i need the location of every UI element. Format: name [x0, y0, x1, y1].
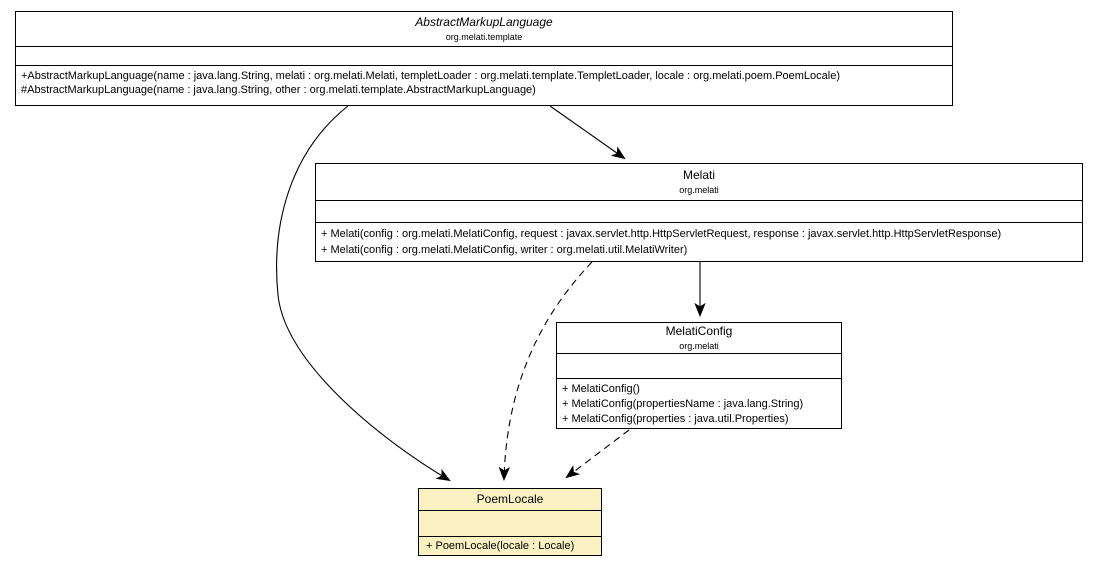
- fields-compartment: [16, 47, 952, 66]
- method-signature: + PoemLocale(locale : Locale): [426, 540, 575, 552]
- fields-compartment: [316, 201, 1082, 223]
- class-title-compartment: [316, 164, 1082, 201]
- arrow-abstractmarkuplanguage-to-melati: [550, 106, 624, 158]
- fields-compartment: [557, 354, 841, 379]
- methods-compartment: [316, 223, 1082, 261]
- class-box-abstractmarkuplanguage: [15, 11, 953, 106]
- class-name: MelatiConfig: [665, 323, 733, 338]
- method-signature: + MelatiConfig(propertiesName : java.lang.String): [562, 398, 804, 410]
- fields-compartment: [419, 511, 601, 537]
- class-title-compartment: [557, 323, 841, 354]
- arrow-melaticonfig-to-poemlocale-dependency: [567, 430, 629, 477]
- class-package: org.melati: [679, 184, 719, 195]
- class-package: org.melati.template: [445, 31, 523, 42]
- class-title-compartment: [419, 489, 601, 511]
- class-name: Melati: [682, 167, 715, 182]
- method-signature: + Melati(config : org.melati.MelatiConfig, request : javax.servlet.http.HttpServletRequest, response : javax.servlet.http.HttpServletResponse): [321, 228, 1002, 240]
- class-box-melati: [315, 163, 1083, 262]
- method-signature: #AbstractMarkupLanguage(name : java.lang.String, other : org.melati.template.AbstractMarkupLanguage): [21, 84, 536, 96]
- methods-compartment: [16, 66, 952, 105]
- class-title-compartment: [16, 12, 952, 47]
- class-package: org.melati: [679, 340, 719, 351]
- class-name: PoemLocale: [476, 491, 544, 506]
- method-signature: +AbstractMarkupLanguage(name : java.lang.String, melati : org.melati.Melati, templetLoader : org.melati.template.TempletLoader, locale : org.melati.poem.PoemLocale): [21, 70, 841, 82]
- methods-compartment: [557, 379, 841, 428]
- class-name: AbstractMarkupLanguage: [415, 14, 553, 29]
- class-box-poemlocale: [418, 488, 602, 556]
- method-signature: + MelatiConfig(properties : java.util.Properties): [562, 413, 789, 425]
- class-box-melaticonfig: [556, 322, 842, 429]
- methods-compartment: [419, 537, 601, 555]
- method-signature: + MelatiConfig(): [562, 383, 640, 395]
- method-signature: + Melati(config : org.melati.MelatiConfig, writer : org.melati.util.MelatiWriter): [321, 244, 688, 256]
